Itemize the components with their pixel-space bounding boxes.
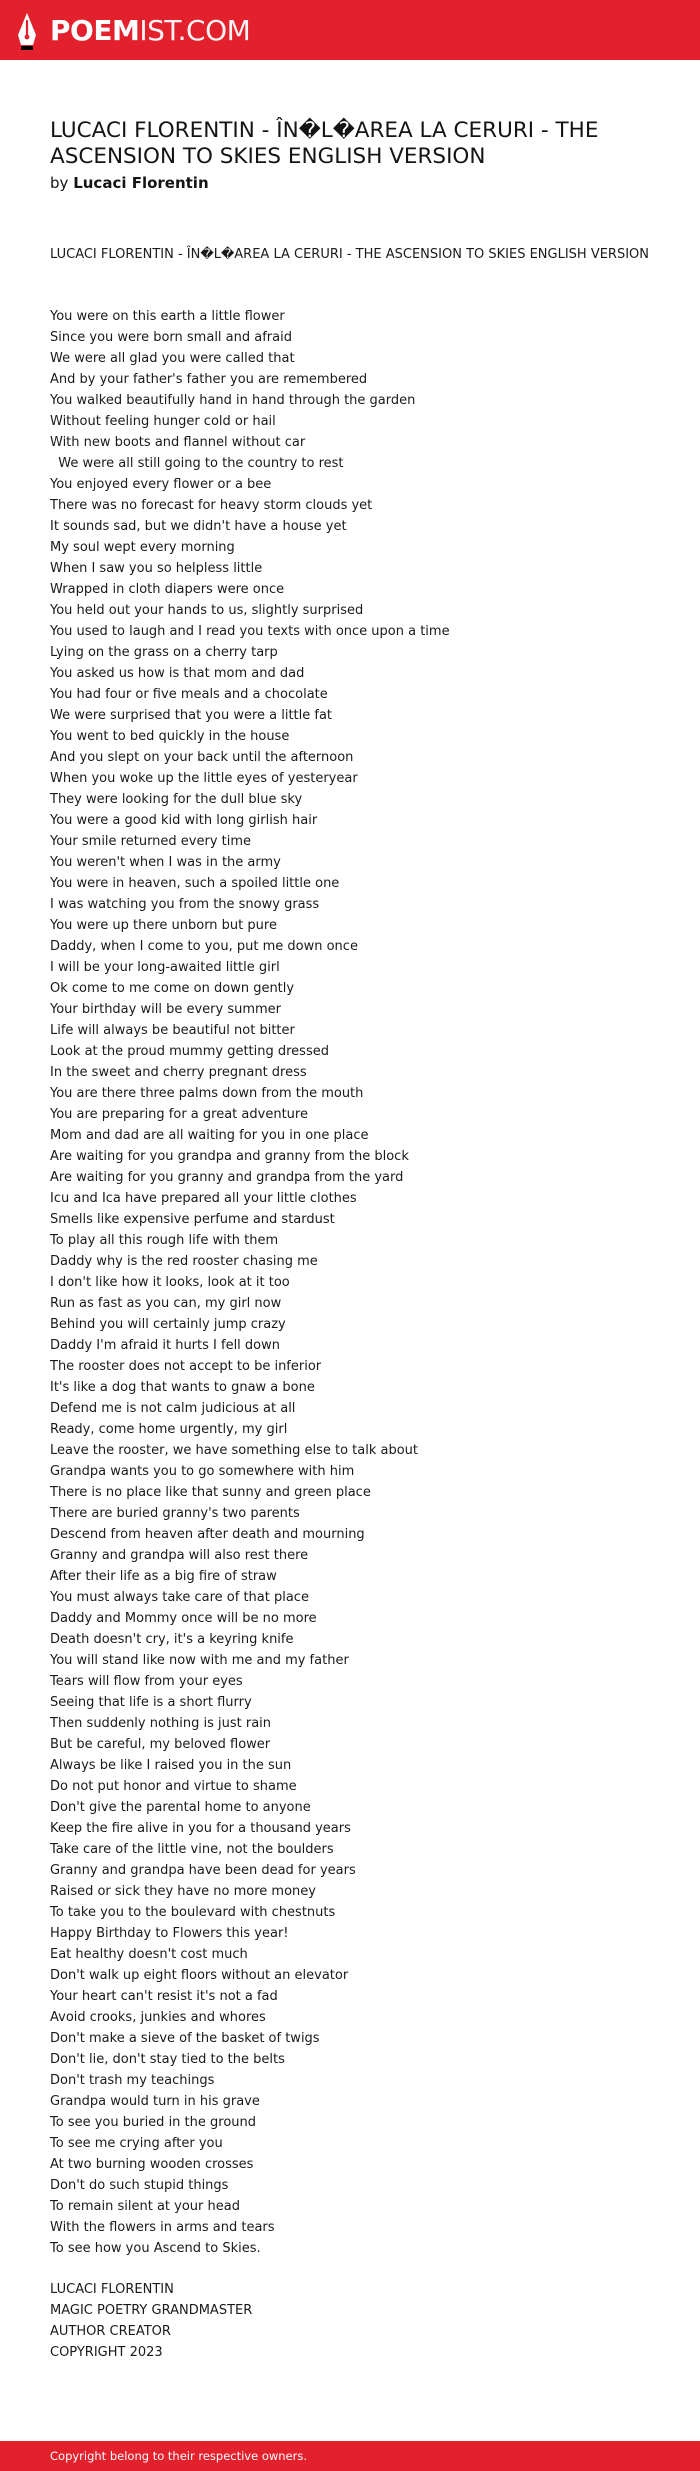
poem-line: To see me crying after you [50,2136,223,2151]
poem-line: Defend me is not calm judicious at all [50,1401,296,1416]
poem-line: There was no forecast for heavy storm clouds yet [50,498,373,513]
poem-line: Since you were born small and afraid [50,330,292,345]
poem-line: We were all still going to the country to rest [50,456,344,471]
poem-line: You asked us how is that mom and dad [50,666,305,681]
signature-line: COPYRIGHT 2023 [50,2345,163,2360]
poem-line: Are waiting for you granny and grandpa from the yard [50,1170,404,1185]
poem-line: Your smile returned every time [50,834,252,849]
poem-line: Happy Birthday to Flowers this year! [50,1926,289,1941]
poem-line: At two burning wooden crosses [50,2157,254,2172]
poem-line: When you woke up the little eyes of yesteryear [50,771,358,786]
poem-line: Don't give the parental home to anyone [50,1800,311,1815]
poem-line: Without feeling hunger cold or hail [50,414,276,429]
poem-line: They were looking for the dull blue sky [50,792,303,807]
poem-line: You had four or five meals and a chocolate [50,687,328,702]
poem-line: To take you to the boulevard with chestnuts [50,1905,336,1920]
poem-line: With the flowers in arms and tears [50,2220,275,2235]
poem-line: After their life as a big fire of straw [50,1569,277,1584]
site-header [0,0,700,60]
poem-line: We were all glad you were called that [50,351,295,366]
signature-line: AUTHOR CREATOR [50,2324,171,2339]
poem-line: Granny and grandpa have been dead for years [50,1863,356,1878]
poem-line: Don't lie, don't stay tied to the belts [50,2052,285,2067]
poem-line: Are waiting for you grandpa and granny from the block [50,1149,409,1164]
by-label: by [50,174,69,192]
site-footer [0,2441,700,2471]
poem-line: To see how you Ascend to Skies. [50,2241,261,2256]
poem-line: Look at the proud mummy getting dressed [50,1044,329,1059]
site-logo[interactable] [16,11,250,51]
poem-line: You are there three palms down from the mouth [50,1086,364,1101]
poem-line: To remain silent at your head [50,2199,240,2214]
poem-line: Daddy why is the red rooster chasing me [50,1254,318,1269]
poem-line: With new boots and flannel without car [50,435,306,450]
poem-line: I don't like how it looks, look at it too [50,1275,290,1290]
logo-wordmark [50,11,250,51]
poem-line: Keep the fire alive in you for a thousand years [50,1821,351,1836]
poem-line: You used to laugh and I read you texts with once upon a time [50,624,450,639]
poem-line: You walked beautifully hand in hand through the garden [50,393,416,408]
poem-line: You held out your hands to us, slightly surprised [50,603,364,618]
poem-line: Behind you will certainly jump crazy [50,1317,286,1332]
poem-line: Daddy, when I come to you, put me down once [50,939,358,954]
poem-line: Life will always be beautiful not bitter [50,1023,295,1038]
poem-line: Avoid crooks, junkies and whores [50,2010,266,2025]
poem-line: When I saw you so helpless little [50,561,263,576]
poem-line: It sounds sad, but we didn't have a house yet [50,519,347,534]
poem-line: You were on this earth a little flower [50,309,285,324]
poem-line: Daddy and Mommy once will be no more [50,1611,317,1626]
logo-wordmark-bold: POEM [50,14,140,47]
poem-title: LUCACI FLORENTIN - ÎN�L�AREA LA CERURI - THE ASCENSION TO SKIES ENGLISH VERSION [50,118,599,169]
poem-line: You were a good kid with long girlish hair [50,813,318,828]
poem-line: Don't make a sieve of the basket of twigs [50,2031,320,2046]
poem-line: Then suddenly nothing is just rain [50,1716,272,1731]
poem-line: Don't do such stupid things [50,2178,229,2193]
poem-line: And you slept on your back until the afternoon [50,750,354,765]
poem-line: In the sweet and cherry pregnant dress [50,1065,307,1080]
poem-line: And by your father's father you are remembered [50,372,368,387]
signature-line: MAGIC POETRY GRANDMASTER [50,2303,253,2318]
poem-line: You are preparing for a great adventure [50,1107,308,1122]
poem-line: Run as fast as you can, my girl now [50,1296,282,1311]
poem-line: There is no place like that sunny and green place [50,1485,371,1500]
poem-subtitle: LUCACI FLORENTIN - ÎN�L�AREA LA CERURI - THE ASCENSION TO SKIES ENGLISH VERSION [50,247,650,262]
poem-line: Do not put honor and virtue to shame [50,1779,297,1794]
poem-line: Grandpa wants you to go somewhere with him [50,1464,355,1479]
poem-line: Grandpa would turn in his grave [50,2094,260,2109]
poem-line: You were in heaven, such a spoiled little one [50,876,340,891]
poem-line: Death doesn't cry, it's a keyring knife [50,1632,294,1647]
poem-line: It's like a dog that wants to gnaw a bone [50,1380,315,1395]
poem-line: Lying on the grass on a cherry tarp [50,645,278,660]
poem-body [50,306,670,2259]
poem-line: Tears will flow from your eyes [50,1674,243,1689]
signature-line: LUCACI FLORENTIN [50,2282,174,2297]
poem-line: Smells like expensive perfume and stardust [50,1212,335,1227]
poem-line: Icu and Ica have prepared all your little clothes [50,1191,357,1206]
poem-line: There are buried granny's two parents [50,1506,300,1521]
poem-line: To see you buried in the ground [50,2115,257,2130]
poem-line: Ok come to me come on down gently [50,981,295,996]
logo-wordmark-light: IST.COM [139,14,251,47]
poem-line: Your heart can't resist it's not a fad [50,1989,278,2004]
poem-line: Descend from heaven after death and mourning [50,1527,365,1542]
poem-line: My soul wept every morning [50,540,235,555]
poem-line: Ready, come home urgently, my girl [50,1422,288,1437]
poem-line: You will stand like now with me and my father [50,1653,349,1668]
poem-line: Seeing that life is a short flurry [50,1695,252,1710]
poem-line: You went to bed quickly in the house [50,729,290,744]
author-signature [50,2279,670,2363]
copyright-notice: Copyright belong to their respective owners. [50,2449,308,2463]
poem-line: Don't trash my teachings [50,2073,215,2088]
poem-line: Granny and grandpa will also rest there [50,1548,309,1563]
poem-line: Daddy I'm afraid it hurts I fell down [50,1338,281,1353]
poem-line: Leave the rooster, we have something else to talk about [50,1443,419,1458]
poem-line: Mom and dad are all waiting for you in one place [50,1128,369,1143]
poem-line: You enjoyed every flower or a bee [50,477,272,492]
poem-line: But be careful, my beloved flower [50,1737,271,1752]
byline [50,173,209,193]
author-link[interactable]: Lucaci Florentin [73,174,209,192]
poem-line: We were surprised that you were a little fat [50,708,333,723]
poem-line: Take care of the little vine, not the boulders [50,1842,334,1857]
poem-line: To play all this rough life with them [50,1233,279,1248]
poem-line: Your birthday will be every summer [50,1002,281,1017]
poem-line: I will be your long-awaited little girl [50,960,280,975]
poem-line: You weren't when I was in the army [50,855,281,870]
poem-line: The rooster does not accept to be inferior [50,1359,322,1374]
poem-line: Raised or sick they have no more money [50,1884,316,1899]
poem-line: I was watching you from the snowy grass [50,897,320,912]
poem-line: You were up there unborn but pure [50,918,277,933]
pen-nib-icon [16,11,38,51]
poem-line: Wrapped in cloth diapers were once [50,582,285,597]
poem-line: You must always take care of that place [50,1590,309,1605]
poem-line: Eat healthy doesn't cost much [50,1947,248,1962]
poem-line: Always be like I raised you in the sun [50,1758,292,1773]
poem-line: Don't walk up eight floors without an elevator [50,1968,349,1983]
